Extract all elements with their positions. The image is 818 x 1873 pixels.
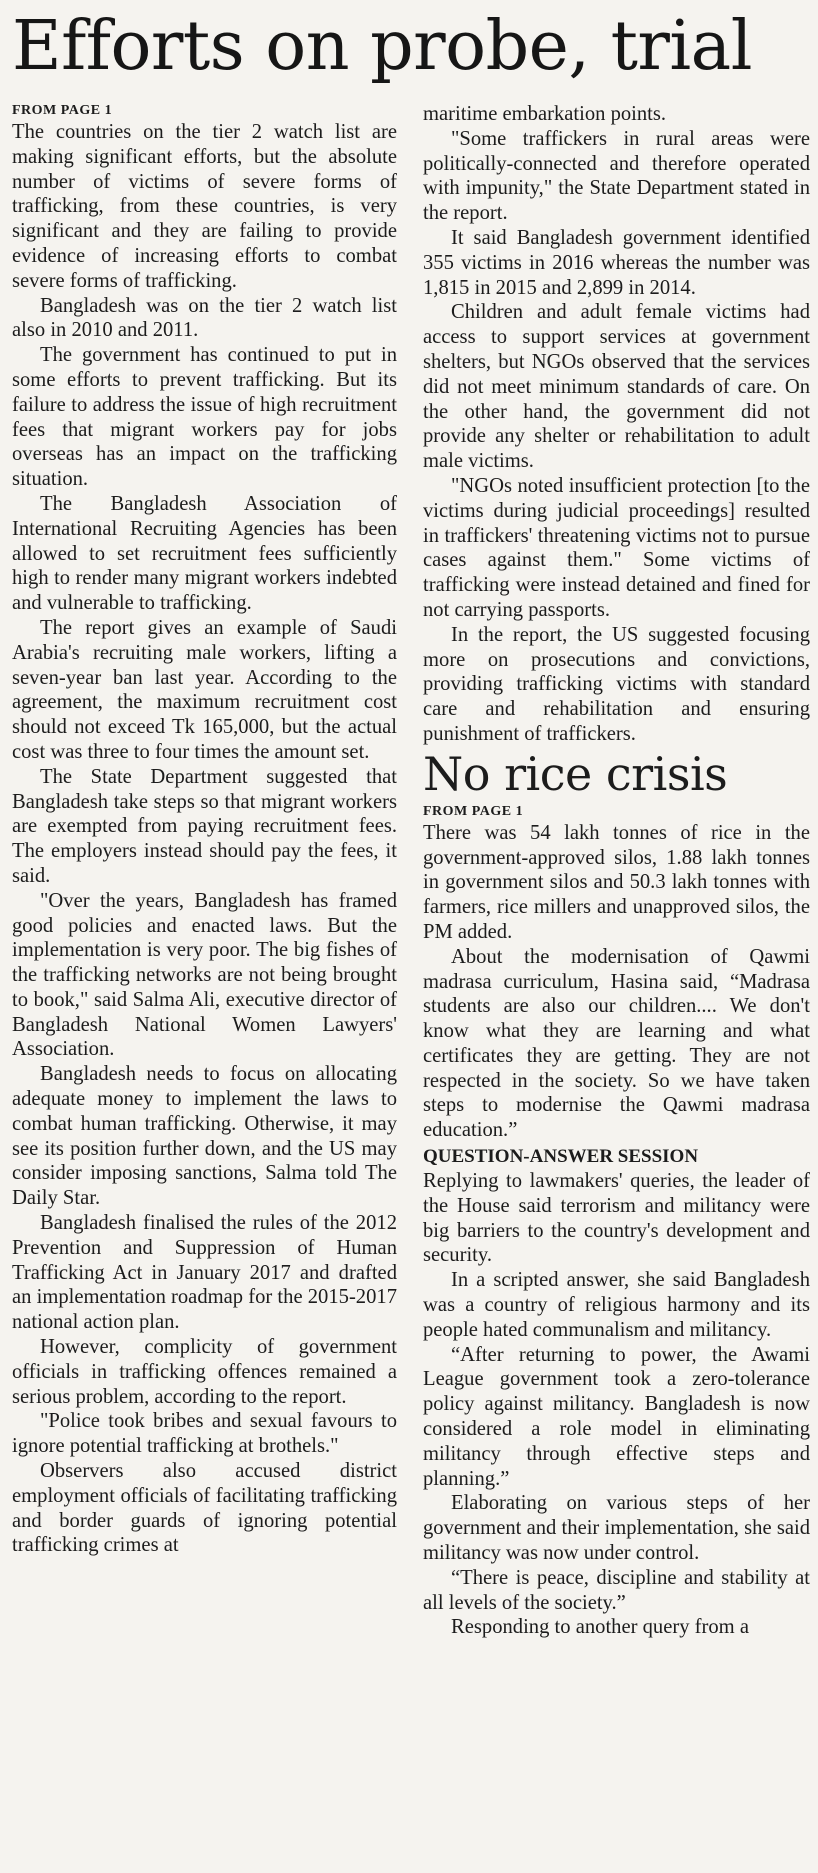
article-paragraph: Bangladesh needs to focus on allocating adequate money to implement the laws to combat human trafficking. Otherwise, it may see its position further down, and the US may consider imposing sanctions, Salma told The Daily Star. [12,1063,397,1210]
article-paragraph: The countries on the tier 2 watch list are making significant efforts, but the absolute number of victims of severe forms of trafficking, from these countries, is very significant and they are failing to provide evidence of increasing efforts to combat severe forms of trafficking. [12,121,397,292]
article-paragraph: The Bangladesh Association of International Recruiting Agencies has been allowed to set recruitment fees sufficiently high to render many migrant workers indebted and vulnerable to trafficking. [12,492,397,615]
article-paragraph: There was 54 lakh tonnes of rice in the government-approved silos, 1.88 lakh tonnes in government silos and 50.3 lakh tonnes with farmers, rice millers and unapproved silos, the PM added. [423,821,810,943]
left-column [12,100,397,1558]
article-paragraph: Children and adult female victims had access to support services at government shelters, but NGOs observed that the services did not meet minimum standards of care. On the other hand, the government did not provide any shelter or rehabilitation to adult male victims. [423,301,810,473]
article-paragraph: The State Department suggested that Bangladesh take steps so that migrant workers are exempted from paying recruitment fees. The employers instead should pay the fees, it said. [12,765,397,887]
article-paragraph: Replying to lawmakers' queries, the leader of the House said terrorism and militancy were big barriers to the country's development and security. [423,1170,810,1267]
article-paragraph: “There is peace, discipline and stability at all levels of the society.” [423,1566,810,1614]
article-paragraph: "Some traffickers in rural areas were politically-connected and therefore operated with impunity," the State Department stated in the report. [423,127,810,225]
from-page-kicker: FROM PAGE 1 [423,803,524,819]
article-paragraph: maritime embarkation points. [423,103,667,125]
section-heading: QUESTION-ANSWER SESSION [423,1146,699,1168]
article-paragraph: “After returning to power, the Awami League government took a zero-tolerance policy against militancy. Bangladesh is now considered a role model in eliminating militancy through effective steps and planning.” [423,1343,810,1490]
article-paragraph: Bangladesh was on the tier 2 watch list also in 2010 and 2011. [12,294,397,342]
second-story-headline: No rice crisis [423,746,728,801]
article-paragraph: Elaborating on various steps of her government and their implementation, she said militancy was now under control. [423,1492,810,1565]
article-paragraph: The government has continued to put in some efforts to prevent trafficking. But its failure to address the issue of high recruitment fees that migrant workers pay for jobs overseas has an impact on the trafficking situation. [12,344,397,491]
article-paragraph: In a scripted answer, she said Bangladesh was a country of religious harmony and its people hated communalism and militancy. [423,1269,810,1341]
article-paragraph: It said Bangladesh government identified 355 victims in 2016 whereas the number was 1,815 in 2015 and 2,899 in 2014. [423,226,810,299]
article-paragraph: Responding to another query from a [451,1616,749,1639]
article-paragraph: About the modernisation of Qawmi madrasa curriculum, Hasina said, “Madrasa students are also our children.... We don't know what they are learning and what certificates they are getting. They are not respected in the society. So we have taken steps to modernise the Qawmi madrasa education.” [423,945,810,1142]
page-edge-fade [423,1861,810,1873]
from-page-kicker: FROM PAGE 1 [12,103,113,118]
article-paragraph: Observers also accused district employment officials of facilitating trafficking and border guards of ignoring potential trafficking crimes at [12,1460,397,1557]
article-paragraph: "NGOs noted insufficient protection [to the victims during judicial proceedings] resulted in traffickers' threatening victims not to pursue cases against them." Some victims of trafficking were instead detained and fined for not carrying passports. [423,474,810,621]
article-paragraph: Bangladesh finalised the rules of the 2012 Prevention and Suppression of Human Trafficking Act in January 2017 and drafted an implementation roadmap for the 2015-2017 national action plan. [12,1212,397,1334]
article-paragraph: "Over the years, Bangladesh has framed good policies and enacted laws. But the implementation is very poor. The big fishes of the trafficking networks are not being brought to book," said Salma Ali, executive director of Bangladesh National Women Lawyers' Association. [12,889,397,1061]
article-paragraph: The report gives an example of Saudi Arabia's recruiting male workers, lifting a seven-year ban last year. According to the agreement, the maximum recruitment cost should not exceed Tk 165,000, but the actual cost was three to four times the amount set. [12,616,397,763]
article-paragraph: "Police took bribes and sexual favours to ignore potential trafficking at brothels." [12,1410,397,1458]
article-paragraph: In the report, the US suggested focusing more on prosecutions and convictions, providing trafficking victims with standard care and rehabilitation and ensuring punishment of traffickers. [423,623,810,745]
page-headline: Efforts on probe, trial [12,7,752,86]
article-paragraph: However, complicity of government officials in trafficking offences remained a serious problem, according to the report. [12,1336,397,1408]
right-column [423,102,810,1640]
